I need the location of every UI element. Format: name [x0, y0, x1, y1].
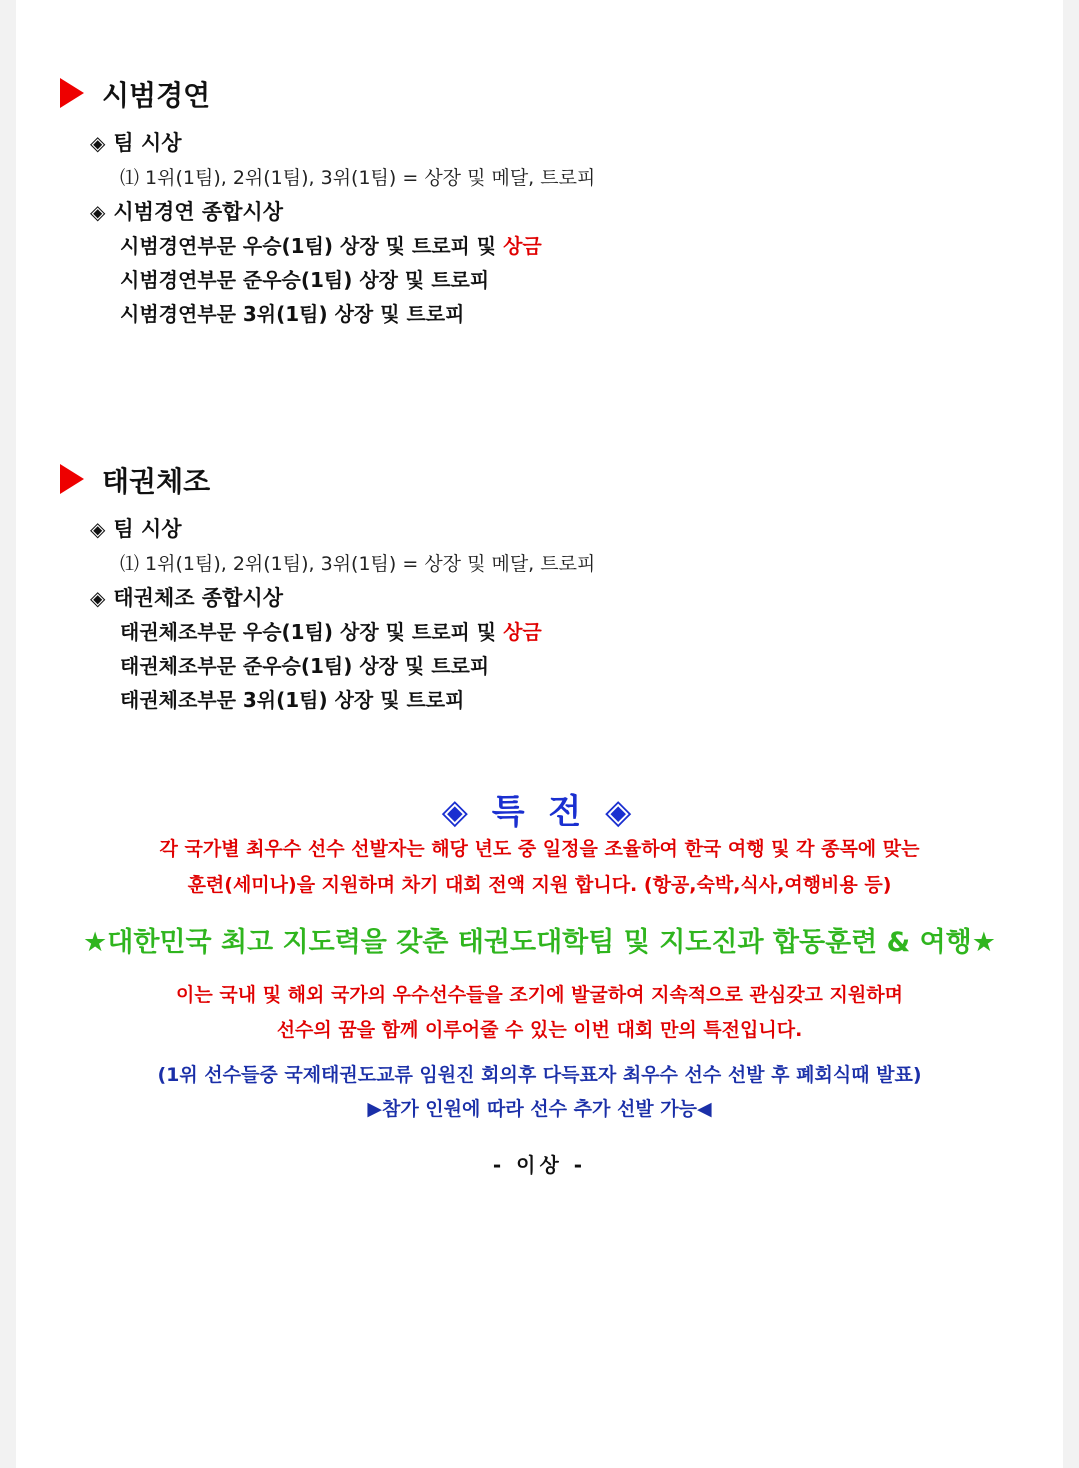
team-award-heading: ◈ 팀 시상	[90, 131, 182, 155]
overall-award-item: 태권체조부문 3위(1팀) 상장 및 트로피	[120, 688, 465, 712]
selection-note: (1위 선수들중 국제태권도교류 임원진 회의후 다득표자 최우수 선수 선발 후 폐회식때 발표)	[157, 1064, 922, 1086]
benefits-title: ◈ 특 전 ◈	[441, 792, 638, 832]
diamond-icon: ◈	[90, 200, 106, 224]
benefits-highlight: ★대한민국 최고 지도력을 갖춘 태권도대학팀 및 지도진과 합동훈련 & 여행★	[83, 927, 996, 958]
overall-award-item: 태권체조부문 준우승(1팀) 상장 및 트로피	[120, 654, 490, 678]
closing-mark: - 이상 -	[492, 1153, 587, 1177]
team-award-item: ⑴ 1위(1팀), 2위(1팀), 3위(1팀) = 상장 및 메달, 트로피	[120, 167, 596, 189]
team-award-item: ⑴ 1위(1팀), 2위(1팀), 3위(1팀) = 상장 및 메달, 트로피	[120, 553, 596, 575]
selection-note: ▶참가 인원에 따라 선수 추가 선발 가능◀	[367, 1098, 712, 1120]
team-award-heading: ◈ 팀 시상	[90, 517, 182, 541]
benefits-text: 선수의 꿈을 함께 이루어줄 수 있는 이번 대회 만의 특전입니다.	[276, 1019, 803, 1041]
overall-award-item: 시범경연부문 우승(1팀) 상장 및 트로피 및 상금	[120, 234, 542, 258]
prize-money-highlight: 상금	[503, 620, 542, 644]
overall-award-heading: ◈ 시범경연 종합시상	[90, 200, 283, 224]
document-page	[16, 0, 1063, 1468]
benefits-text: 이는 국내 및 해외 국가의 우수선수들을 조기에 발굴하여 지속적으로 관심갖고 지원하며	[176, 984, 903, 1006]
overall-award-item: 태권체조부문 우승(1팀) 상장 및 트로피 및 상금	[120, 620, 542, 644]
overall-award-item: 시범경연부문 3위(1팀) 상장 및 트로피	[120, 302, 465, 326]
prize-money-highlight: 상금	[503, 234, 542, 258]
benefits-text: 각 국가별 최우수 선수 선발자는 해당 년도 중 일정을 조율하여 한국 여행 및 각 종목에 맞는	[159, 838, 920, 860]
overall-award-heading: ◈ 태권체조 종합시상	[90, 586, 283, 610]
triangle-right-icon	[60, 78, 84, 108]
benefits-text: 훈련(세미나)을 지원하며 차기 대회 전액 지원 합니다. (항공,숙박,식사,여행비용 등)	[187, 874, 892, 896]
overall-award-item: 시범경연부문 준우승(1팀) 상장 및 트로피	[120, 268, 490, 292]
section-title: 시범경연	[102, 79, 211, 112]
section-title: 태권체조	[102, 465, 211, 498]
diamond-icon: ◈	[90, 131, 106, 155]
triangle-right-icon	[60, 464, 84, 494]
diamond-icon: ◈	[90, 586, 106, 610]
diamond-icon: ◈	[90, 517, 106, 541]
